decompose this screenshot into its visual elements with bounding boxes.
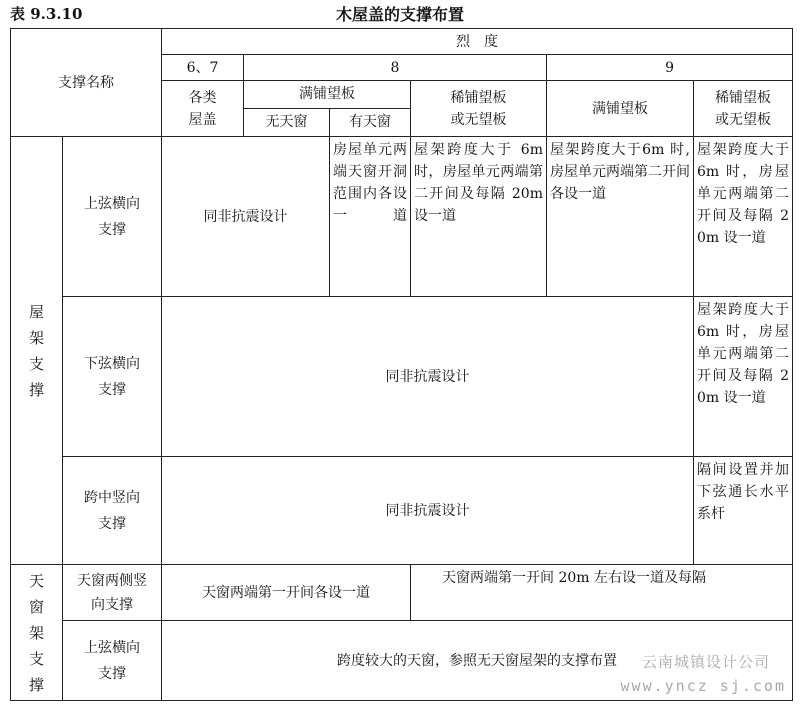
row-top-chord-name: 上弦横向支撑 xyxy=(63,137,162,297)
row-sky-side-name: 天窗两侧竖向支撑 xyxy=(63,565,162,621)
header-all-roofs: 各类屋盖 xyxy=(162,81,244,137)
table-title: 木屋盖的支撑布置 xyxy=(335,5,464,24)
row-mid-vertical-name: 跨中竖向支撑 xyxy=(63,457,162,565)
group-skylight-bracing: 天窗架支撑 xyxy=(11,565,63,701)
row-top-chord-c4: 屋架跨度大于6m 时,房屋单元两端第二开间各设一道 xyxy=(547,137,694,297)
header-intensity: 烈 度 xyxy=(162,29,793,55)
group-truss-bracing: 屋架支撑 xyxy=(11,137,63,565)
row-mid-vertical-c1: 同非抗震设计 xyxy=(162,457,694,565)
row-sky-side-c2: 天窗两端第一开间 20m 左右设一道及每隔 xyxy=(411,565,793,621)
header-intensity-9: 9 xyxy=(547,55,793,81)
watermark-url: www.yncz sj.com xyxy=(620,677,786,695)
table-number: 表 9.3.10 xyxy=(10,5,83,23)
row-sky-top-c1: 跨度较大的天窗，参照无天窗屋架的支撑布置 xyxy=(162,621,793,701)
row-bottom-chord-c1: 同非抗震设计 xyxy=(162,297,694,457)
row-top-chord-c5: 屋架跨度大于 6m 时，房屋单元两端第二开间及每隔 20m 设一道 xyxy=(694,137,793,297)
header-full-panel-9: 满铺望板 xyxy=(547,81,694,137)
header-sparse-panel-9: 稀铺望板或无望板 xyxy=(694,81,793,137)
row-mid-vertical-c5: 隔间设置并加下弦通长水平系杆 xyxy=(694,457,793,565)
row-top-chord-c1: 同非抗震设计 xyxy=(162,137,330,297)
row-top-chord-c3: 屋架跨度大于 6m 时，房屋单元两端第二开间及每隔 20m 设一道 xyxy=(411,137,547,297)
row-bottom-chord-c5: 屋架跨度大于 6m 时，房屋单元两端第二开间及每隔 20m 设一道 xyxy=(694,297,793,457)
header-full-panel: 满铺望板 xyxy=(244,81,410,109)
row-sky-top-name: 上弦横向支撑 xyxy=(63,621,162,701)
header-intensity-8: 8 xyxy=(244,55,547,81)
header-name: 支撑名称 xyxy=(11,29,162,137)
header-sparse-panel: 稀铺望板或无望板 xyxy=(411,81,547,137)
watermark-company: 云南城镇设计公司 xyxy=(641,653,770,671)
header-intensity-67: 6、7 xyxy=(162,55,244,81)
header-with-skylight: 有天窗 xyxy=(348,114,391,130)
row-top-chord-c2: 房屋单元两端天窗开洞范围内各设一道 xyxy=(330,137,411,297)
row-bottom-chord-name: 下弦横向支撑 xyxy=(63,297,162,457)
header-no-skylight: 无天窗 xyxy=(244,109,330,136)
header-full-panel-group xyxy=(244,81,411,137)
row-sky-side-c1: 天窗两端第一开间各设一道 xyxy=(162,565,411,621)
bracing-table xyxy=(10,28,793,701)
